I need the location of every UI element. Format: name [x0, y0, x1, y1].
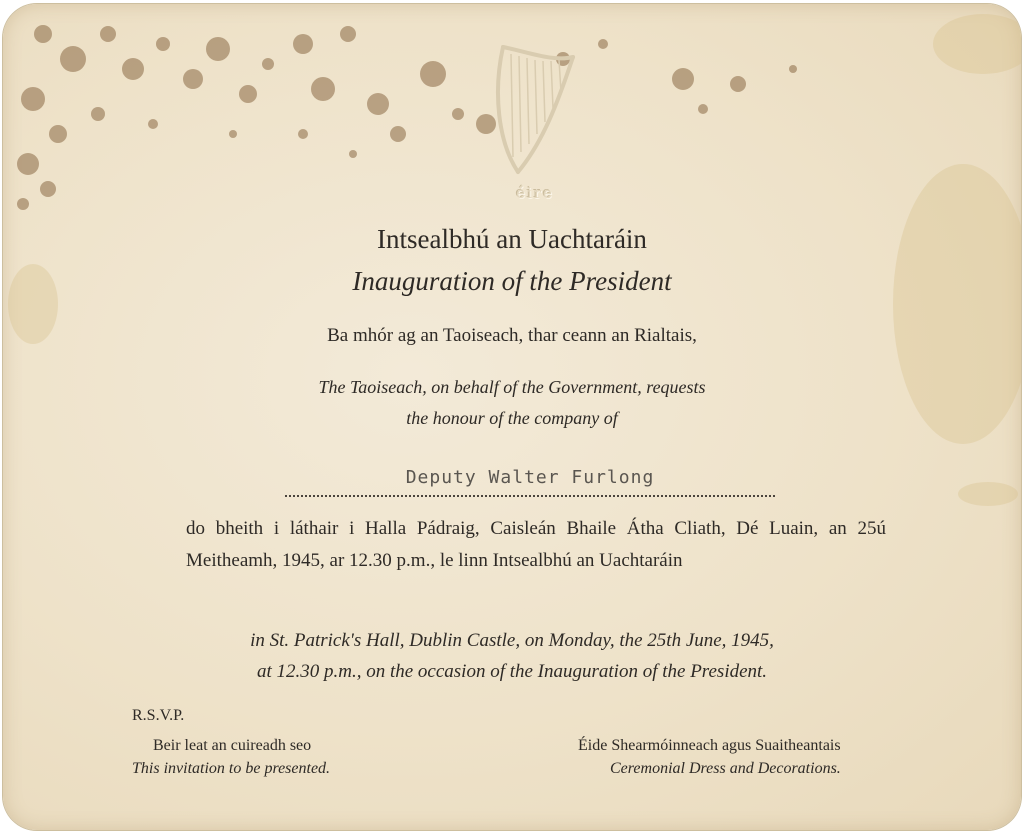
dress-code-irish: Éide Shearmóinneach agus Suaitheantais — [578, 737, 841, 754]
guest-name-line — [285, 467, 775, 497]
details-english-line2: at 12.30 p.m., on the occasion of the Inauguration of the President. — [256, 661, 768, 682]
rsvp-label: R.S.V.P. — [132, 707, 185, 724]
dress-code-english: Ceremonial Dress and Decorations. — [610, 760, 841, 777]
harp-icon — [473, 32, 583, 182]
request-irish: Ba mhór ag an Taoiseach, thar ceann an Rialtais, — [327, 325, 697, 346]
guest-name: Deputy Walter Furlong — [405, 467, 655, 488]
emblem-inscription: éire — [516, 184, 554, 202]
details-english-line1: in St. Patrick's Hall, Dublin Castle, on Monday, the 25th June, 1945, — [250, 630, 774, 651]
invitation-card — [3, 4, 1021, 830]
request-english-line2: the honour of the company of — [406, 408, 618, 428]
request-english-line1: The Taoiseach, on behalf of the Government, requests — [318, 377, 706, 397]
bring-invitation-irish: Beir leat an cuireadh seo — [153, 737, 312, 754]
bring-invitation-english: This invitation to be presented. — [132, 760, 331, 777]
title-english: Inauguration of the President — [352, 266, 672, 296]
title-irish: Intsealbhú an Uachtaráin — [377, 224, 647, 254]
details-irish: do bheith i láthair i Halla Pádraig, Caisleán Bhaile Átha Cliath, Dé Luain, an 25ú Meitheamh, 1945, ar 12.30 p.m., le linn Intsealbhú an Uachtaráin — [186, 518, 886, 571]
